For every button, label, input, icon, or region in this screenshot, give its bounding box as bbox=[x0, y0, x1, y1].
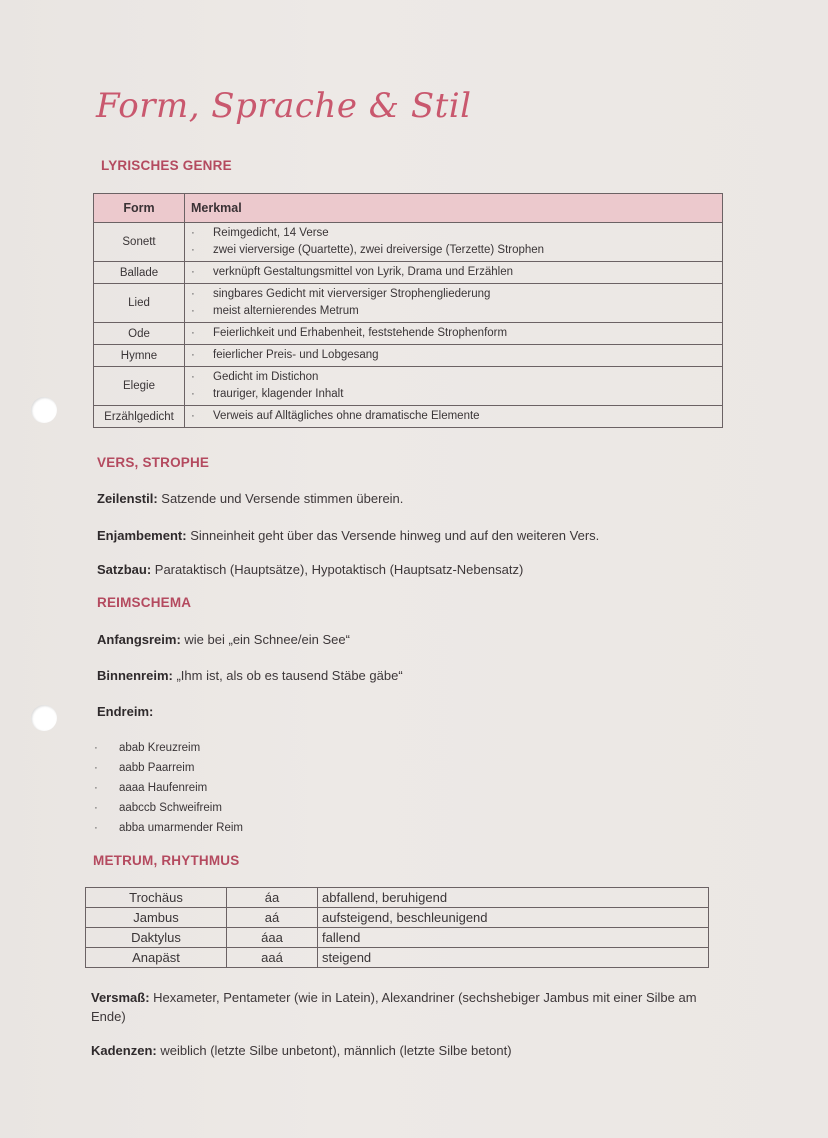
merkmal-item: · zwei vierversige (Quartette), zwei dreiversige (Terzette) Strophen bbox=[191, 242, 722, 259]
genre-merkmal-cell bbox=[185, 284, 723, 323]
metrum-table bbox=[85, 887, 709, 968]
enjambement-text: Sinneinheit geht über das Versende hinweg und auf den weiteren Vers. bbox=[186, 528, 600, 543]
list-item: · aaaa Haufenreim bbox=[94, 778, 243, 798]
kadenzen-text: weiblich (letzte Silbe unbetont), männlich (letzte Silbe betont) bbox=[156, 1043, 512, 1058]
metrum-pattern-cell: aá bbox=[227, 908, 318, 928]
merkmal-item: · Reimgedicht, 14 Verse bbox=[191, 225, 722, 242]
metrum-pattern-cell: aaá bbox=[227, 948, 318, 968]
metrum-name-cell: Jambus bbox=[86, 908, 227, 928]
binnenreim-text: „Ihm ist, als ob es tausend Stäbe gäbe“ bbox=[172, 668, 403, 683]
genre-header-form: Form bbox=[94, 194, 185, 223]
metrum-desc-cell: aufsteigend, beschleunigend bbox=[318, 908, 709, 928]
heading-metrum: METRUM, RHYTHMUS bbox=[93, 853, 240, 868]
genre-table bbox=[93, 193, 723, 428]
genre-form-cell: Ode bbox=[94, 323, 185, 345]
list-item: · aabb Paarreim bbox=[94, 758, 243, 778]
genre-form-cell: Ballade bbox=[94, 262, 185, 284]
table-row bbox=[86, 948, 709, 968]
heading-vers: VERS, STROPHE bbox=[97, 455, 210, 470]
genre-header-merkmal: Merkmal bbox=[185, 194, 723, 223]
list-item: · aabccb Schweifreim bbox=[94, 798, 243, 818]
endreim-label: Endreim: bbox=[97, 704, 154, 719]
metrum-desc-cell: fallend bbox=[318, 928, 709, 948]
metrum-desc-cell: abfallend, beruhigend bbox=[318, 888, 709, 908]
versmass-label: Versmaß: bbox=[91, 990, 150, 1005]
genre-merkmal-cell bbox=[185, 262, 723, 284]
metrum-pattern-cell: áaa bbox=[227, 928, 318, 948]
table-row bbox=[94, 262, 723, 284]
table-row bbox=[86, 888, 709, 908]
zeilenstil-line bbox=[97, 491, 403, 506]
metrum-name-cell: Anapäst bbox=[86, 948, 227, 968]
metrum-name-cell: Daktylus bbox=[86, 928, 227, 948]
punch-hole-top bbox=[31, 397, 57, 423]
enjambement-line bbox=[97, 528, 599, 543]
merkmal-item: · verknüpft Gestaltungsmittel von Lyrik, Drama und Erzählen bbox=[191, 264, 722, 281]
genre-merkmal-cell bbox=[185, 323, 723, 345]
versmass-paragraph bbox=[91, 988, 711, 1026]
table-row bbox=[94, 406, 723, 428]
satzbau-text: Parataktisch (Hauptsätze), Hypotaktisch (Hauptsatz-Nebensatz) bbox=[151, 562, 524, 577]
kadenzen-label: Kadenzen: bbox=[91, 1043, 157, 1058]
table-row bbox=[86, 908, 709, 928]
metrum-desc-cell: steigend bbox=[318, 948, 709, 968]
metrum-name-cell: Trochäus bbox=[86, 888, 227, 908]
table-row bbox=[94, 323, 723, 345]
page-title: Form, Sprache & Stil bbox=[96, 86, 472, 126]
merkmal-item: · trauriger, klagender Inhalt bbox=[191, 386, 722, 403]
genre-form-cell: Sonett bbox=[94, 223, 185, 262]
heading-reim: REIMSCHEMA bbox=[97, 595, 192, 610]
anfangsreim-line bbox=[97, 632, 350, 647]
table-row bbox=[94, 367, 723, 406]
metrum-pattern-cell: áa bbox=[227, 888, 318, 908]
binnenreim-line bbox=[97, 668, 403, 683]
heading-genre: LYRISCHES GENRE bbox=[101, 158, 232, 173]
list-item: · abba umarmender Reim bbox=[94, 818, 243, 838]
table-row bbox=[94, 284, 723, 323]
satzbau-line bbox=[97, 562, 523, 577]
anfangsreim-label: Anfangsreim: bbox=[97, 632, 181, 647]
punch-hole-bottom bbox=[31, 705, 57, 731]
table-row bbox=[94, 345, 723, 367]
merkmal-item: · singbares Gedicht mit vierversiger Strophengliederung bbox=[191, 286, 722, 303]
merkmal-item: · Gedicht im Distichon bbox=[191, 369, 722, 386]
genre-form-cell: Lied bbox=[94, 284, 185, 323]
genre-merkmal-cell bbox=[185, 345, 723, 367]
table-row bbox=[94, 223, 723, 262]
binnenreim-label: Binnenreim: bbox=[97, 668, 173, 683]
genre-merkmal-cell bbox=[185, 223, 723, 262]
genre-merkmal-cell bbox=[185, 367, 723, 406]
genre-form-cell: Hymne bbox=[94, 345, 185, 367]
kadenzen-line bbox=[91, 1043, 512, 1058]
genre-form-cell: Erzählgedicht bbox=[94, 406, 185, 428]
merkmal-item: · feierlicher Preis- und Lobgesang bbox=[191, 347, 722, 364]
enjambement-label: Enjambement: bbox=[97, 528, 187, 543]
table-row bbox=[86, 928, 709, 948]
versmass-text: Hexameter, Pentameter (wie in Latein), Alexandriner (sechshebiger Jambus mit einer Silbe am Ende) bbox=[91, 990, 697, 1024]
genre-form-cell: Elegie bbox=[94, 367, 185, 406]
satzbau-label: Satzbau: bbox=[97, 562, 152, 577]
zeilenstil-label: Zeilenstil: bbox=[97, 491, 158, 506]
list-item: · abab Kreuzreim bbox=[94, 738, 243, 758]
anfangsreim-text: wie bei „ein Schnee/ein See“ bbox=[180, 632, 350, 647]
genre-merkmal-cell bbox=[185, 406, 723, 428]
merkmal-item: · Feierlichkeit und Erhabenheit, feststehende Strophenform bbox=[191, 325, 722, 342]
merkmal-item: · meist alternierendes Metrum bbox=[191, 303, 722, 320]
merkmal-item: · Verweis auf Alltägliches ohne dramatische Elemente bbox=[191, 408, 722, 425]
endreim-line bbox=[97, 704, 153, 719]
zeilenstil-text: Satzende und Versende stimmen überein. bbox=[157, 491, 404, 506]
endreim-list bbox=[94, 738, 243, 838]
